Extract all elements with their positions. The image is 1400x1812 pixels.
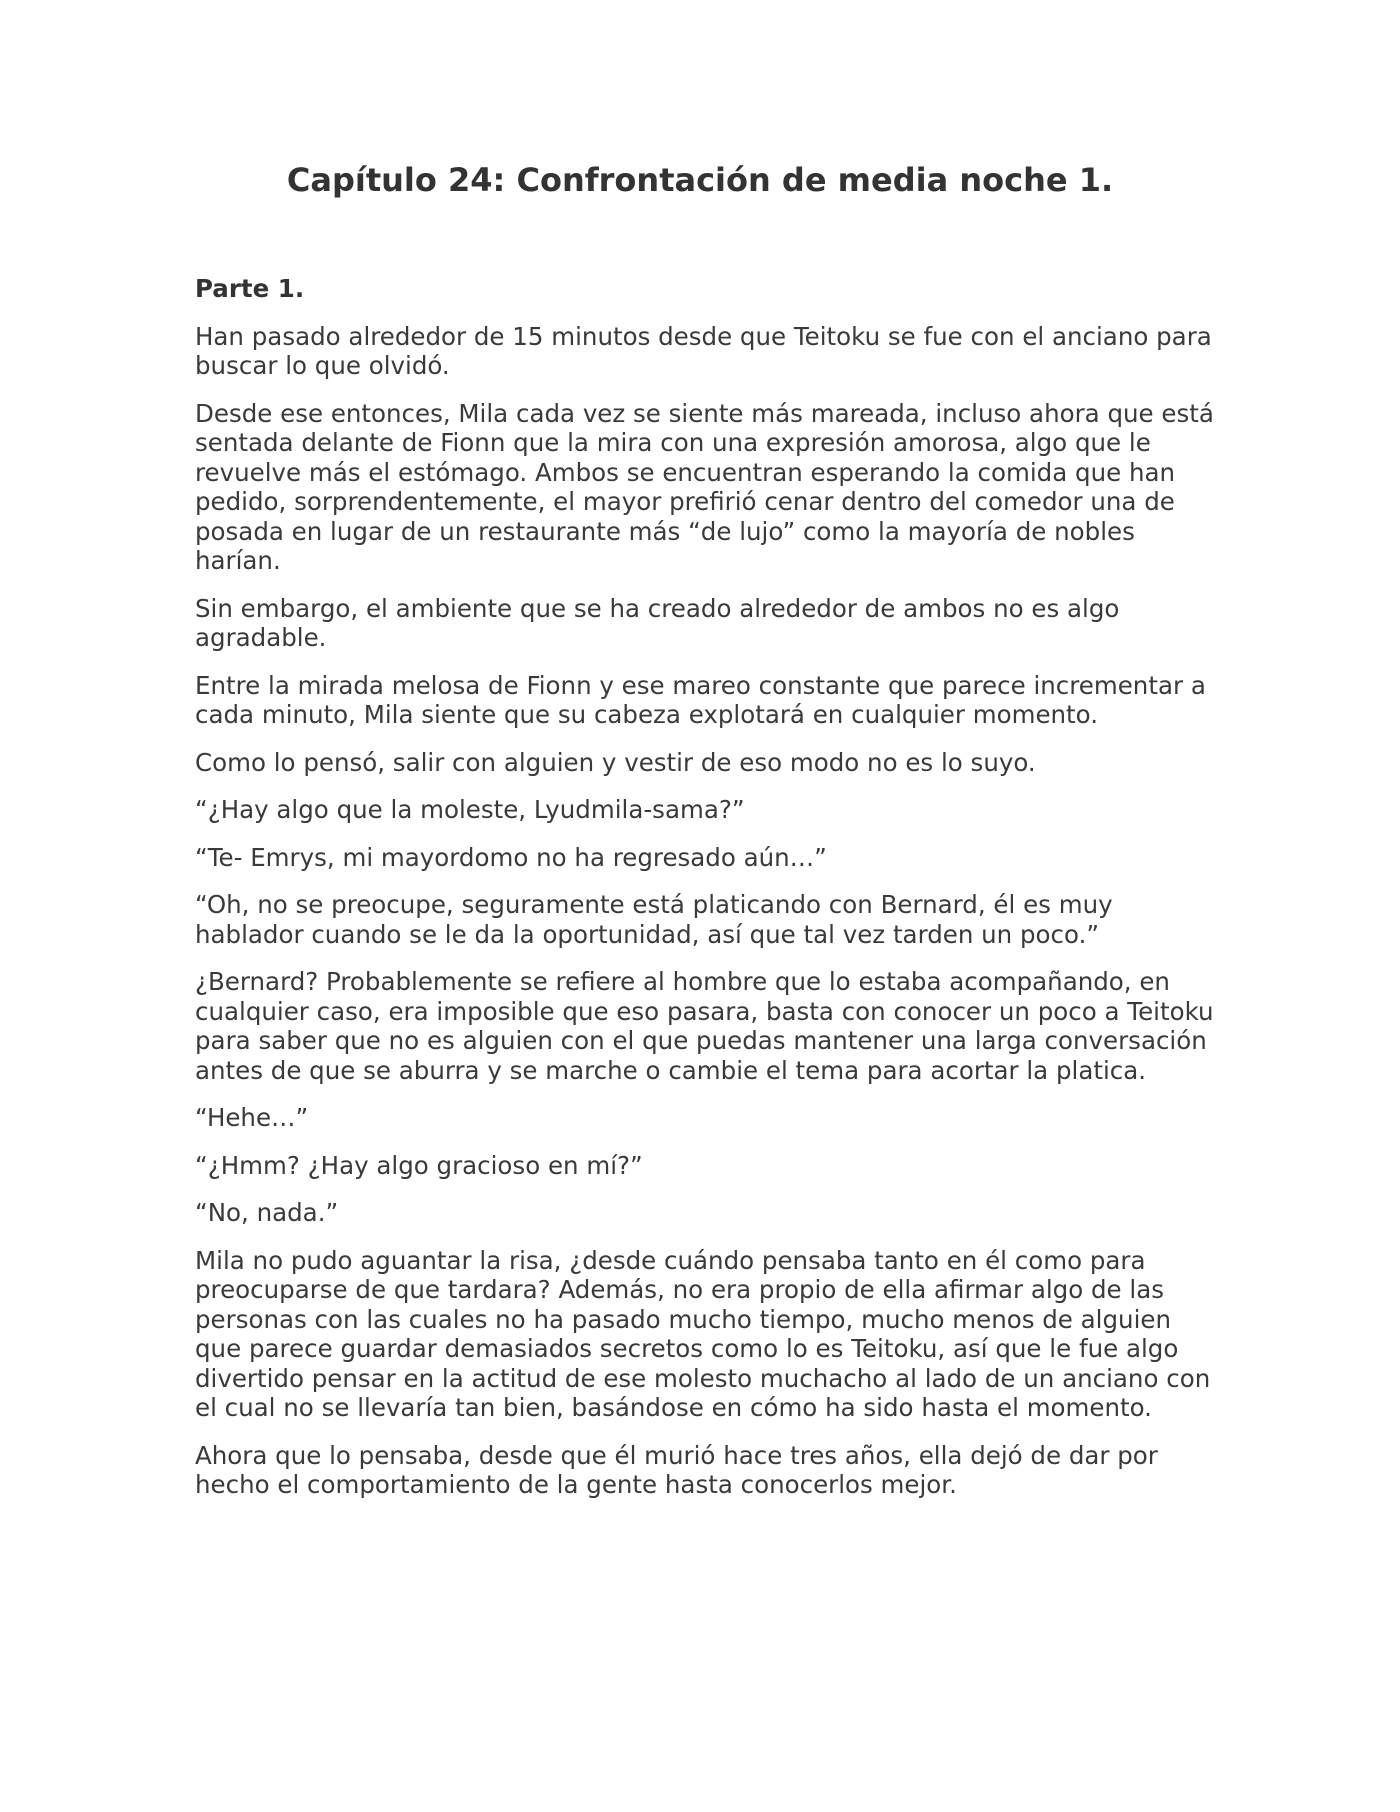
dialogue-line: “Oh, no se preocupe, seguramente está platicando con Bernard, él es muy hablador cuando se le da la oportunidad, así que tal vez tarden un poco.” xyxy=(195,890,1113,949)
paragraph: Como lo pensó, salir con alguien y vestir de eso modo no es lo suyo. xyxy=(195,747,1036,777)
dialogue-line: “¿Hay algo que la moleste, Lyudmila-sama?” xyxy=(195,795,745,824)
paragraph: Sin embargo, el ambiente que se ha creado alrededor de ambos no es algo agradable. xyxy=(195,593,1120,652)
paragraph: Desde ese entonces, Mila cada vez se siente más mareada, incluso ahora que está sentada delante de Fionn que la mira con una expresión amorosa, algo que le revuelve más el estómago. Ambos se encuentran esperando la comida que han pedido, sorprendentemente, el mayor prefirió cenar dentro del comedor una de posada en lugar de un restaurante más “de lujo” como la mayoría de nobles harían. xyxy=(195,398,1214,575)
dialogue-line: “¿Hmm? ¿Hay algo gracioso en mí?” xyxy=(195,1150,643,1180)
chapter-title: Capítulo 24: Confrontación de media noche 1. xyxy=(286,161,1114,199)
paragraph: Ahora que lo pensaba, desde que él murió hace tres años, ella dejó de dar por hecho el comportamiento de la gente hasta conocerlos mejor. xyxy=(195,1440,1158,1499)
dialogue-line: “Te- Emrys, mi mayordomo no ha regresado aún…” xyxy=(195,842,827,872)
document-body xyxy=(195,274,1220,1518)
paragraph: Mila no pudo aguantar la risa, ¿desde cuándo pensaba tanto en él como para preocuparse de que tardara? Además, no era propio de ella afirmar algo de las personas con las cuales no ha pasado mucho tiempo, mucho menos de alguien que parece guardar demasiados secretos como lo es Teitoku, así que le fue algo divertido pensar en la actitud de ese molesto muchacho al lado de un anciano con el cual no se llevaría tan bien, basándose en cómo ha sido hasta el momento. xyxy=(195,1245,1211,1422)
paragraph: Han pasado alrededor de 15 minutos desde que Teitoku se fue con el anciano para buscar lo que olvidó. xyxy=(195,321,1212,380)
section-heading: Parte 1. xyxy=(195,274,305,303)
paragraph: Entre la mirada melosa de Fionn y ese mareo constante que parece incrementar a cada minuto, Mila siente que su cabeza explotará en cualquier momento. xyxy=(195,670,1206,729)
dialogue-line: “Hehe…” xyxy=(195,1103,309,1132)
dialogue-line: “No, nada.” xyxy=(195,1198,339,1227)
paragraph: ¿Bernard? Probablemente se refiere al hombre que lo estaba acompañando, en cualquier caso, era imposible que eso pasara, basta con conocer un poco a Teitoku para saber que no es alguien con el que puedas mantener una larga conversación antes de que se aburra y se marche o cambie el tema para acortar la platica. xyxy=(195,967,1214,1085)
